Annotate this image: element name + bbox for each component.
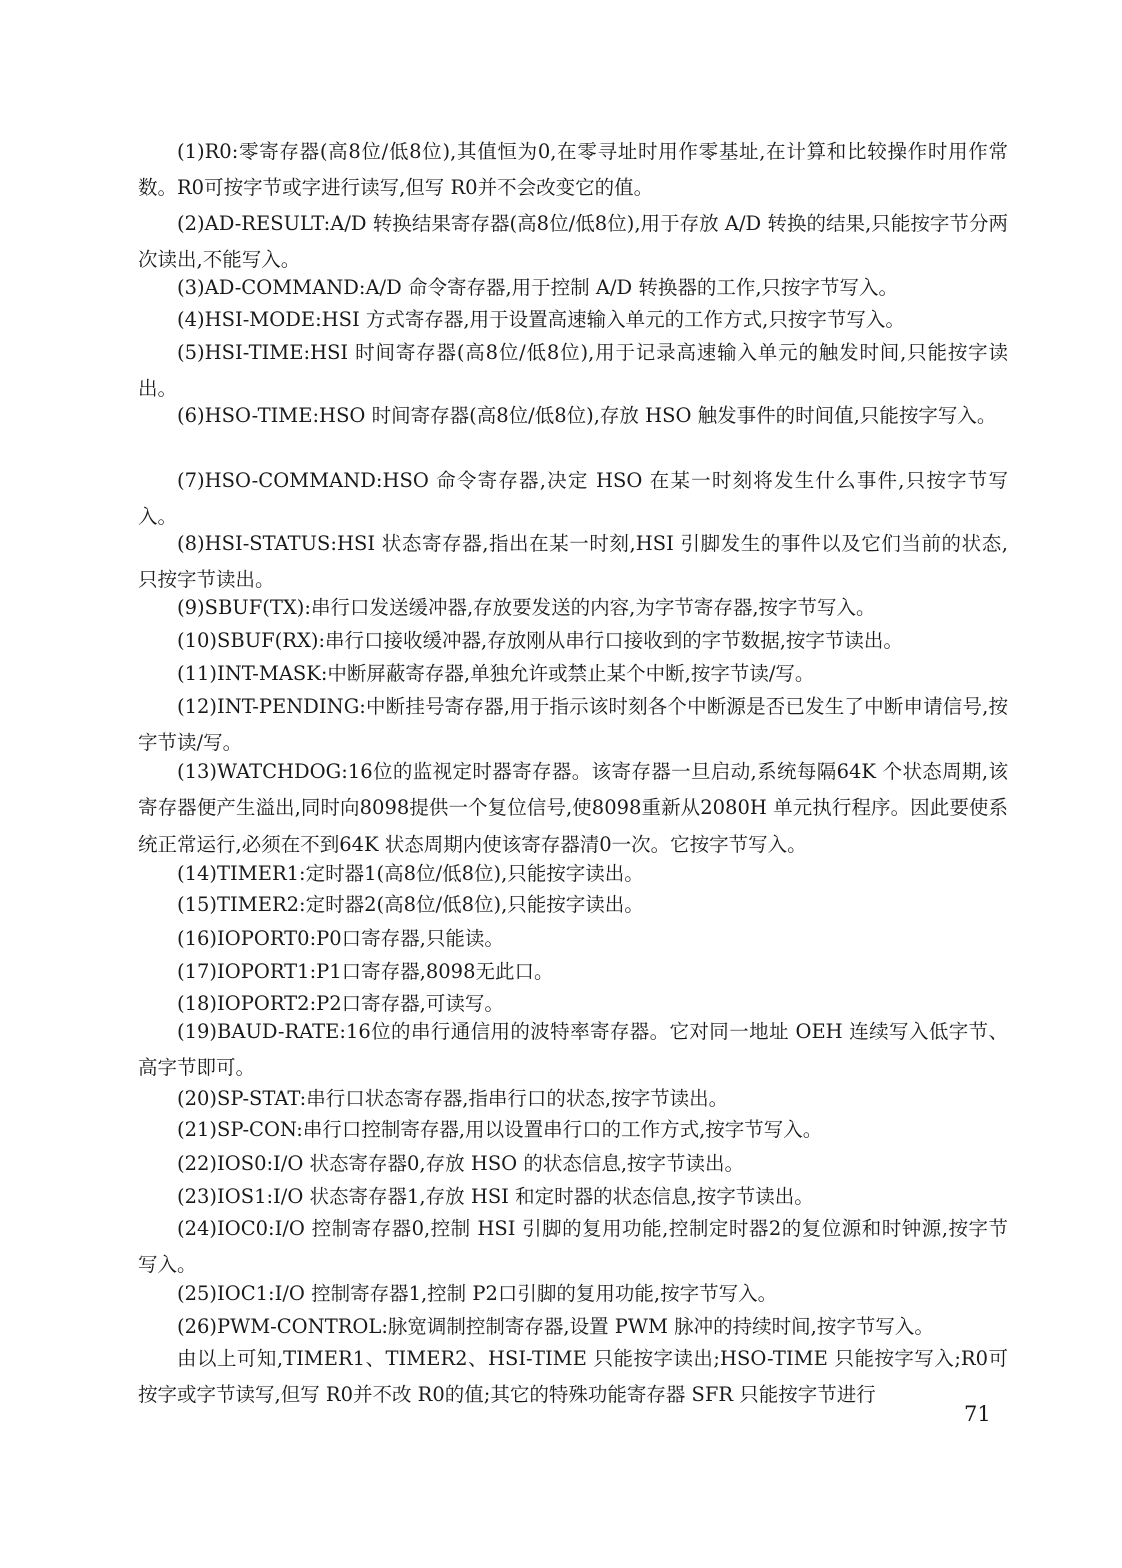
paragraph-hso-command: (7)HSO-COMMAND:HSO 命令寄存器,决定 HSO 在某一时刻将发生什么事件,只按字节写入。 [138, 469, 1008, 529]
paragraph-ioport1: (17)IOPORT1:P1口寄存器,8098无此口。 [177, 960, 554, 983]
paragraph-ioport0: (16)IOPORT0:P0口寄存器,只能读。 [177, 927, 504, 950]
paragraph-ioport2: (18)IOPORT2:P2口寄存器,可读写。 [177, 992, 504, 1015]
paragraph-baud-rate: (19)BAUD-RATE:16位的串行通信用的波特率寄存器。它对同一地址 OEH 连续写入低字节、高字节即可。 [138, 1020, 1008, 1080]
paragraph-ioc0: (24)IOC0:I/O 控制寄存器0,控制 HSI 引脚的复用功能,控制定时器2的复位源和时钟源,按字节写入。 [138, 1217, 1008, 1277]
paragraph-sp-stat: (20)SP-STAT:串行口状态寄存器,指串行口的状态,按字节读出。 [177, 1087, 729, 1110]
paragraph-ad-command: (3)AD-COMMAND:A/D 命令寄存器,用于控制 A/D 转换器的工作,只按字节写入。 [177, 276, 899, 299]
paragraph-ad-result: (2)AD-RESULT:A/D 转换结果寄存器(高8位/低8位),用于存放 A/D 转换的结果,只能按字节分两次读出,不能写入。 [138, 212, 1008, 272]
paragraph-pwm-control: (26)PWM-CONTROL:脉宽调制控制寄存器,设置 PWM 脉冲的持续时间,按字节写入。 [177, 1315, 934, 1338]
paragraph-hso-time: (6)HSO-TIME:HSO 时间寄存器(高8位/低8位),存放 HSO 触发事件的时间值,只能按字写入。 [177, 404, 997, 427]
paragraph-timer1: (14)TIMER1:定时器1(高8位/低8位),只能按字读出。 [177, 862, 644, 885]
paragraph-ios1: (23)IOS1:I/O 状态寄存器1,存放 HSI 和定时器的状态信息,按字节读出。 [177, 1185, 814, 1208]
paragraph-sbuf-tx: (9)SBUF(TX):串行口发送缓冲器,存放要发送的内容,为字节寄存器,按字节写入。 [177, 596, 876, 619]
paragraph-hsi-mode: (4)HSI-MODE:HSI 方式寄存器,用于设置高速输入单元的工作方式,只按字节写入。 [177, 308, 905, 331]
paragraph-ioc1: (25)IOC1:I/O 控制寄存器1,控制 P2口引脚的复用功能,按字节写入。 [177, 1282, 778, 1305]
paragraph-r0: (1)R0:零寄存器(高8位/低8位),其值恒为0,在零寻址时用作零基址,在计算和比较操作时用作常数。R0可按字节或字进行读写,但写 R0并不会改变它的值。 [138, 140, 1008, 200]
paragraph-hsi-time: (5)HSI-TIME:HSI 时间寄存器(高8位/低8位),用于记录高速输入单元的触发时间,只能按字读出。 [138, 341, 1008, 401]
page-number: 71 [964, 1402, 991, 1426]
paragraph-int-pending: (12)INT-PENDING:中断挂号寄存器,用于指示该时刻各个中断源是否已发生了中断申请信号,按字节读/写。 [138, 695, 1008, 755]
paragraph-hsi-status: (8)HSI-STATUS:HSI 状态寄存器,指出在某一时刻,HSI 引脚发生的事件以及它们当前的状态,只按字节读出。 [138, 532, 1008, 592]
paragraph-sp-con: (21)SP-CON:串行口控制寄存器,用以设置串行口的工作方式,按字节写入。 [177, 1118, 823, 1141]
paragraph-sbuf-rx: (10)SBUF(RX):串行口接收缓冲器,存放刚从串行口接收到的字节数据,按字节读出。 [177, 629, 903, 652]
paragraph-timer2: (15)TIMER2:定时器2(高8位/低8位),只能按字读出。 [177, 893, 644, 916]
paragraph-watchdog: (13)WATCHDOG:16位的监视定时器寄存器。该寄存器一旦启动,系统每隔64K 个状态周期,该寄存器便产生溢出,同时向8098提供一个复位信号,使8098重新从2080H 单元执行程序。因此要使系统正常运行,必须在不到64K 状态周期内使该寄存器清0一次。它按字节写入。 [138, 760, 1008, 856]
paragraph-summary: 由以上可知,TIMER1、TIMER2、HSI-TIME 只能按字读出;HSO-TIME 只能按字写入;R0可按字或字节读写,但写 R0并不改 R0的值;其它的特殊功能寄存器 SFR 只能按字节进行 [138, 1347, 1008, 1407]
paragraph-int-mask: (11)INT-MASK:中断屏蔽寄存器,单独允许或禁止某个中断,按字节读/写。 [177, 662, 815, 685]
paragraph-ios0: (22)IOS0:I/O 状态寄存器0,存放 HSO 的状态信息,按字节读出。 [177, 1152, 745, 1175]
